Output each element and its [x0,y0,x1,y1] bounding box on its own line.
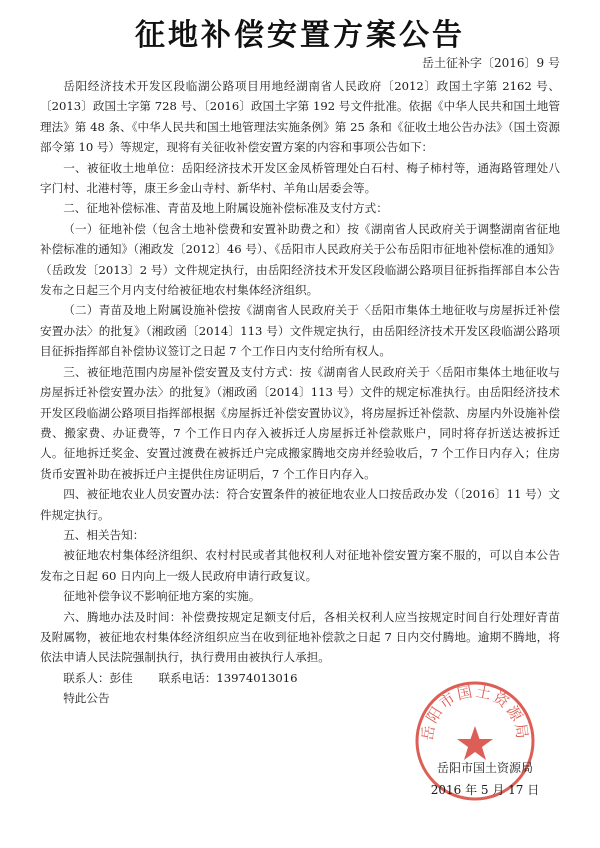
paragraph-section-5-appeal: 被征地农村集体经济组织、农村村民或者其他权利人对征地补偿安置方案不服的，可以自本公告发布之日起 60 日内向上一级人民政府申请行政复议。 [40,548,560,583]
paragraph-section-5: 五、相关告知： [63,527,145,542]
issuer-name: 岳阳市国土资源局 [436,761,533,775]
contact-person: 联系人：彭佳 [63,670,133,685]
page-title: 征地补偿安置方案公告 [135,18,465,53]
signature-block [410,757,560,801]
closing-text: 特此公告 [63,691,110,706]
paragraph-section-1: 一、被征收土地单位：岳阳经济技术开发区金凤桥管理处白石村、梅子柿村等，通海路管理处八字门村、北港村等，康王乡金山寺村、新华村、羊角山居委会等。 [40,160,560,196]
paragraph-section-5-dispute: 征地补偿争议不影响征地方案的实施。 [63,589,261,604]
paragraph-section-2-2: （二）青苗及地上附属设施补偿按《湖南省人民政府关于〈岳阳市集体土地征收与房屋拆迁补偿安置办法〉的批复》（湘政函〔2014〕113 号）文件规定执行，由岳阳经济技术开发区段临湖公路项目征拆指挥部自补偿协议签订之日起 7 个工作日内支付给所有权人。 [40,303,560,359]
issue-date: 2016 年 5 月 17 日 [430,783,540,797]
document-number: 岳土征补字〔2016〕9 号 [422,56,560,70]
paragraph-section-2: 二、征地补偿标准、青苗及地上附属设施补偿标准及支付方式： [63,201,388,216]
contact-phone: 联系电话：13974013016 [158,670,298,685]
notice-body [40,76,560,709]
paragraph-section-2-1: （一）征地补偿（包含土地补偿费和安置补助费之和）按《湖南省人民政府关于调整湖南省征地补偿标准的通知》（湘政发〔2012〕46 号）、《岳阳市人民政府关于公布岳阳市征地补偿标准的通知》（岳政发〔2013〕2 号）文件规定执行，由岳阳经济技术开发区段临湖公路项目征拆指挥部自本公告发布之日起三个月内支付给被征地农村集体经济组织。 [40,221,560,298]
paragraph-section-6: 六、腾地办法及时间：补偿费按规定足额支付后，各相关权利人应当按规定时间自行处理好青苗及附属物，被征地农村集体经济组织应当在收到征地补偿款之日起 7 日内交付腾地。逾期不腾地，将依法申请人民法院强制执行，执行费用由被执行人承担。 [40,609,560,665]
paragraph-section-4: 四、被征地农业人员安置办法：符合安置条件的被征地农业人口按岳政办发（〔2016〕11 号）文件规定执行。 [40,487,560,522]
paragraph-section-3: 三、被征地范围内房屋补偿安置及支付方式：按《湖南省人民政府关于〈岳阳市集体土地征收与房屋拆迁补偿安置办法〉的批复》（湘政函〔2014〕113 号）文件的规定标准执行。由岳阳经济技术开发区段临湖公路项目指挥部根据《房屋拆迁补偿安置协议》，将房屋拆迁补偿款、房屋内外设施补偿费、搬家费、办证费等，7 个工作日内存入被拆迁人房屋拆迁补偿款账户，同时将存折送达被拆迁人。征地拆迁奖金、安置过渡费在被拆迁户完成搬家腾地交房并经验收后，7 个工作日内存入；住房货币安置补助在被拆迁户主提供住房证明后，7 个工作日内存入。 [40,364,560,481]
paragraph-intro: 岳阳经济技术开发区段临湖公路项目用地经湖南省人民政府〔2012〕政国土字第 2162 号、〔2013〕政国土字第 728 号、〔2016〕政国土字第 192 号文件批准。依据《中华人民共和国土地管理法》第 48 条、《中华人民共和国土地管理法实施条例》第 25 条和《征收土地公告办法》（国土资源部令第 10 号）等规定，现将有关征收补偿安置方案的内容和事项公告如下： [40,79,560,155]
seal-text: 岳阳市国土资源局 [418,682,532,742]
